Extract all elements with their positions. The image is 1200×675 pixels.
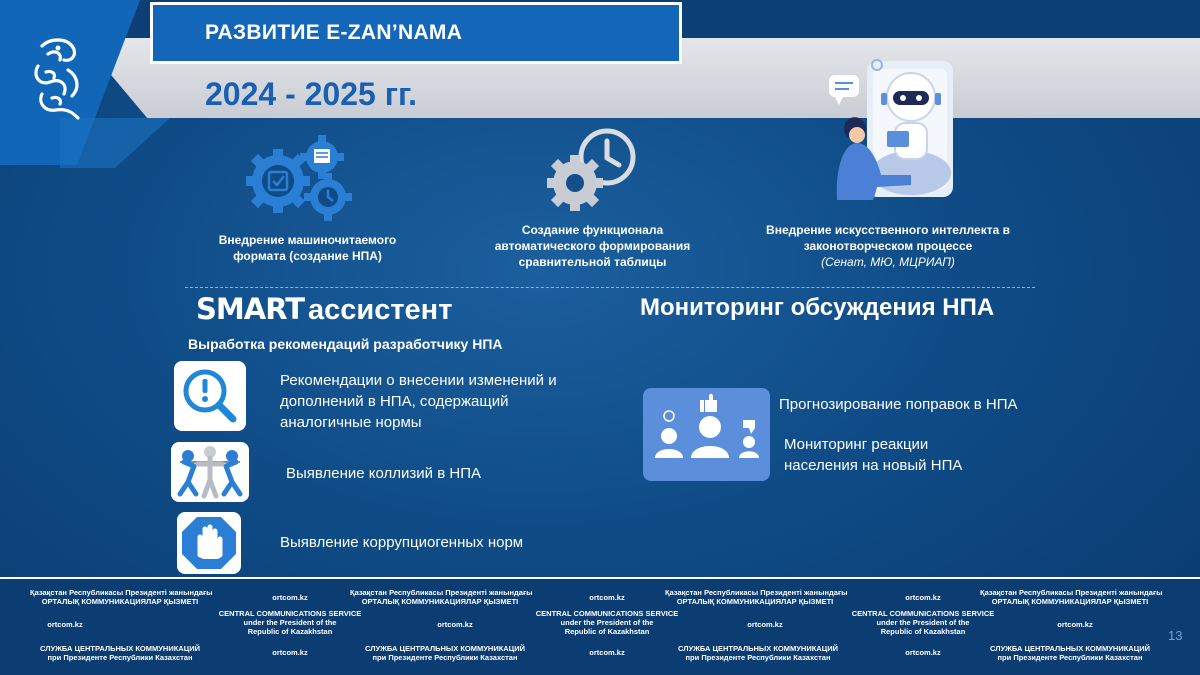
footer-en-block-3: CENTRAL COMMUNICATIONS SERVICE under the President of the Republic of Kazakhstan (851, 609, 995, 636)
smart-item-text-1: Рекомендации о внесении изменений и дополнений в НПА, содержащий аналогичные нормы (280, 372, 557, 431)
stop-hand-icon (180, 515, 238, 571)
feature-ai (766, 222, 1010, 270)
smart-title-prefix: SMART (196, 292, 304, 326)
footer-kz-block-3: Қазақстан Республикасы Президенті жанындағы ОРТАЛЫҚ КОММУНИКАЦИЯЛАР ҚЫЗМЕТІ (665, 588, 848, 606)
footer-site-7: ortcom.kz (1057, 620, 1093, 629)
title-box (150, 2, 682, 64)
snow-leopard-logo-icon (28, 36, 88, 120)
page-number: 13 (1168, 628, 1183, 643)
people-reaction-icon (643, 388, 770, 481)
tug-of-war-icon (174, 444, 246, 500)
footer-site-6: ortcom.kz (747, 620, 783, 629)
footer-site-10: ortcom.kz (905, 648, 941, 657)
footer-site-4: ortcom.kz (47, 620, 83, 629)
gears-icon (246, 135, 356, 223)
ai-assistant-illustration (815, 55, 965, 205)
feature-ai-subtext: (Сенат, МЮ, МЦРИАП) (821, 255, 955, 269)
footer-site-3: ortcom.kz (905, 593, 941, 602)
smart-item-text-3: Выявление коррупциогенных норм (280, 534, 524, 551)
section-divider (185, 287, 1035, 288)
footer-ru-block-2: СЛУЖБА ЦЕНТРАЛЬНЫХ КОММУНИКАЦИЙ при Президенте Республики Казахстан (364, 644, 525, 662)
footer-kz-block-1: Қазақстан Республикасы Президенті жанындағы ОРТАЛЫҚ КОММУНИКАЦИЯЛАР ҚЫЗМЕТІ (30, 588, 213, 606)
footer-en-block-1: CENTRAL COMMUNICATIONS SERVICE under the President of the Republic of Kazakhstan (218, 609, 362, 636)
footer-site-2: ortcom.kz (589, 593, 625, 602)
smart-item-icon-1 (174, 361, 246, 431)
smart-title-rest: ассистент (308, 294, 453, 326)
footer-kz-block-2: Қазақстан Республикасы Президенті жанындағы ОРТАЛЫҚ КОММУНИКАЦИЯЛАР ҚЫЗМЕТІ (350, 588, 533, 606)
footer-site-5: ortcom.kz (437, 620, 473, 629)
smart-item-text-2: Выявление коллизий в НПА (286, 465, 481, 482)
feature-machine-readable: Внедрение машиночитаемого формата (создание НПА) (218, 233, 397, 263)
footer-site-1: ortcom.kz (272, 593, 308, 602)
footer-en-block-2: CENTRAL COMMUNICATIONS SERVICE under the President of the Republic of Kazakhstan (535, 609, 679, 636)
monitoring-icon-box (643, 388, 770, 481)
feature-comparison-table: Создание функционала автоматического формирования сравнительной таблицы (494, 223, 691, 269)
magnifier-exclamation-icon (179, 366, 241, 426)
monitoring-title: Мониторинг обсуждения НПА (640, 294, 995, 321)
footer-site-9: ortcom.kz (589, 648, 625, 657)
footer-ru-block-1: СЛУЖБА ЦЕНТРАЛЬНЫХ КОММУНИКАЦИЙ при Президенте Республики Казахстан (39, 644, 200, 662)
left-blue-band-secondary (60, 118, 170, 168)
footer-site-8: ortcom.kz (272, 648, 308, 657)
slide-title: РАЗВИТИЕ E-ZAN’NAMA (205, 21, 463, 44)
monitoring-item-text-2: Мониторинг реакции населения на новый НПА (784, 436, 963, 474)
footer-ru-block-3: СЛУЖБА ЦЕНТРАЛЬНЫХ КОММУНИКАЦИЙ при Президенте Республики Казахстан (677, 644, 838, 662)
years-label: 2024 - 2025 гг. (205, 76, 418, 112)
gear-clock-icon (545, 125, 639, 213)
smart-item-icon-3 (177, 512, 241, 574)
smart-item-icon-2 (171, 442, 249, 502)
smart-assistant-title (196, 292, 452, 327)
monitoring-item-text-1: Прогнозирование поправок в НПА (779, 396, 1018, 413)
feature-ai-text: Внедрение искусственного интеллекта в законотворческом процессе (766, 223, 1010, 253)
footer-ru-block-4: СЛУЖБА ЦЕНТРАЛЬНЫХ КОММУНИКАЦИЙ при Президенте Республики Казахстан (989, 644, 1150, 662)
footer-kz-block-4: Қазақстан Республикасы Президенті жанындағы ОРТАЛЫҚ КОММУНИКАЦИЯЛАР ҚЫЗМЕТІ (980, 588, 1163, 606)
smart-subtitle: Выработка рекомендаций разработчику НПА (188, 336, 503, 352)
